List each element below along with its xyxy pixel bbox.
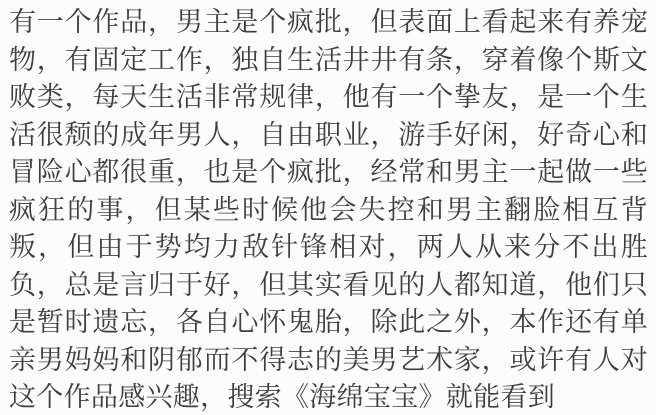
text-block: [9, 4, 648, 415]
text-line: 冒险心都很重，也是个疯批，经常和男主一起做一些: [9, 157, 648, 187]
text-line: 负，总是言归于好，但其实看见的人都知道，他们只: [9, 269, 648, 300]
text-line: 活很颓的成年男人，自由职业，游手好闲，好奇心和: [9, 119, 648, 150]
text-line: 有一个作品，男主是个疯批，但表面上看起来有养宠: [9, 7, 648, 37]
text-line: 物，有固定工作，独自生活井井有条，穿着像个斯文: [9, 44, 648, 75]
text-line: 是暂时遗忘，各自心怀鬼胎，除此之外，本作还有单: [9, 307, 648, 337]
text-line: 叛，但由于势均力敌针锋相对，两人从来分不出胜: [9, 232, 648, 262]
text-line: 败类，每天生活非常规律，他有一个挚友，是一个生: [9, 82, 648, 112]
text-line: 疯狂的事，但某些时候他会失控和男主翻脸相互背: [9, 194, 648, 225]
text-line: 亲男妈妈和阴郁而不得志的美男艺术家，或许有人对: [9, 344, 648, 375]
text-line-last: 这个作品感兴趣，搜索《海绵宝宝》就能看到: [9, 382, 555, 412]
